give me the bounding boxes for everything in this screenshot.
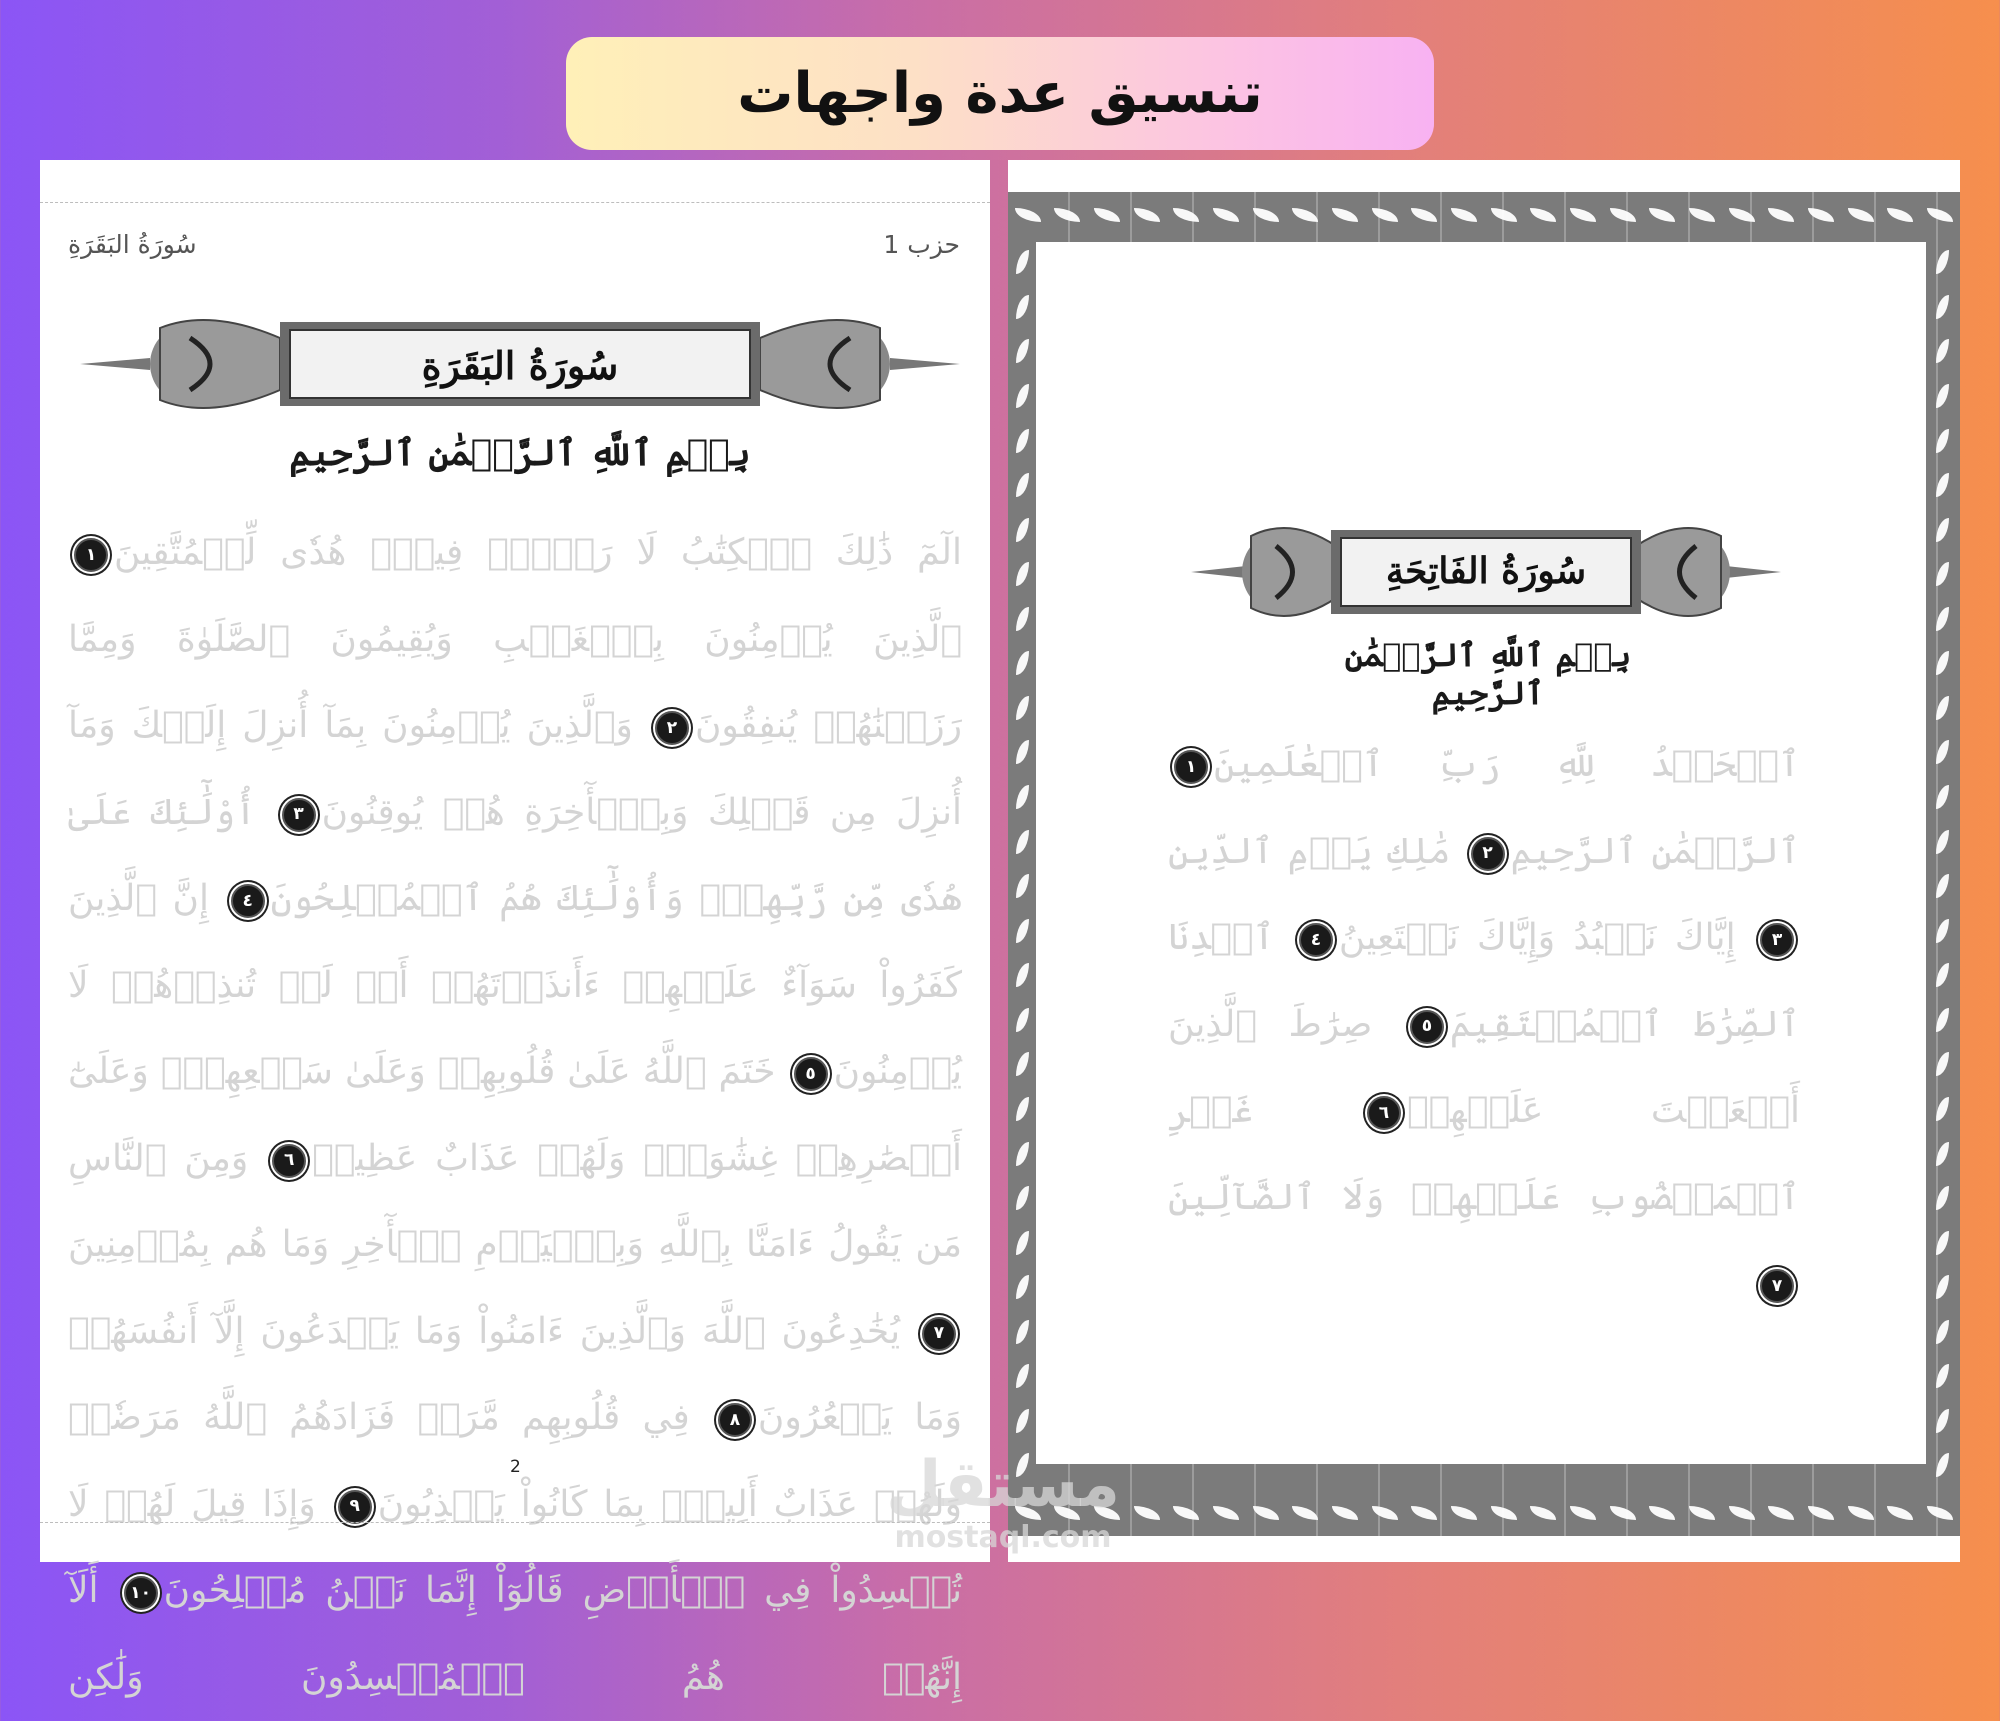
verse-number-marker: ٧ — [1760, 1269, 1794, 1303]
surah-title: سُورَةُ الفَاتِحَةِ — [1385, 550, 1587, 592]
verse-text: غَيۡرِ ٱلۡمَغۡضُوبِ عَلَيۡهِمۡ وَلَا ٱلضَّآلِّينَ — [1168, 1090, 1800, 1218]
frame-top-border — [1008, 192, 1960, 238]
banner-ornament-right — [1636, 528, 1781, 616]
verse-number-marker: ٤ — [1299, 923, 1333, 957]
verse-text: إِيَّاكَ نَعۡبُدُ وَإِيَّاكَ نَسۡتَعِينُ — [1338, 917, 1736, 958]
basmala: بِسۡمِ ٱللَّهِ ٱلرَّحۡمَٰنِ ٱلرَّحِيمِ — [1344, 636, 1632, 712]
verse-number-marker: ٢ — [1471, 837, 1505, 871]
verse-number-marker: ٤ — [231, 884, 265, 918]
verse-number-marker: ٣ — [1760, 923, 1794, 957]
verses-block — [1168, 722, 1800, 1328]
verse-number-marker: ١ — [74, 538, 108, 572]
verse-number-marker: ٥ — [794, 1057, 828, 1091]
watermark-logo — [878, 1450, 1128, 1556]
basmala: بِسۡمِ ٱللَّهِ ٱلرَّحۡمَٰنِ ٱلرَّحِيمِ — [289, 432, 751, 474]
verse-number-marker: ٥ — [1410, 1010, 1444, 1044]
verse-number-marker: ٣ — [282, 798, 316, 832]
verse-text: وَمِنَ ٱلنَّاسِ مَن يَقُولُ ءَامَنَّا بِٱللَّهِ وَبِٱلۡيَوۡمِ ٱلۡأٓخِرِ وَمَا هُم بِمُؤۡمِنِينَ — [68, 1137, 962, 1265]
verse-text: صِرَٰطَ ٱلَّذِينَ أَنۡعَمۡتَ عَلَيۡهِمۡ — [1168, 1003, 1800, 1131]
verse-text: وَإِذَا قِيلَ لَهُمۡ لَا تُفۡسِدُواْ فِي ٱلۡأَرۡضِ قَالُوٓاْ إِنَّمَا نَحۡنُ مُصۡلِحُونَ — [68, 1483, 963, 1611]
verse-text: فِي قُلُوبِهِم مَّرَضٞ فَزَادَهُمُ ٱللَّهُ مَرَضٗاۖ وَلَهُمۡ عَذَابٌ أَلِيمُۢ بِمَا كَانُواْ يَكۡذِبُونَ — [68, 1397, 962, 1525]
verse-number-marker: ١٠ — [124, 1576, 158, 1610]
verse-text: مَٰلِكِ يَوۡمِ ٱلدِّينِ — [1168, 830, 1451, 872]
verse-number-marker: ١ — [1174, 750, 1208, 784]
verse-text: ٱهۡدِنَا ٱلصِّرَٰطَ ٱلۡمُسۡتَقِيمَ — [1168, 917, 1801, 1045]
hizb-header: حزب 1 — [883, 230, 960, 259]
verse-number-marker: ٨ — [718, 1403, 752, 1437]
verse-number-marker: ٦ — [1367, 1096, 1401, 1130]
banner-ornament-right — [760, 320, 960, 408]
right-page — [1008, 160, 1960, 1562]
verse-number-marker: ٩ — [338, 1490, 372, 1524]
verse-text: أُوْلَٰٓئِكَ عَلَىٰ هُدٗى مِّن رَّبِّهِمۡۖ وَأُوْلَٰٓئِكَ هُمُ ٱلۡمُفۡلِحُونَ — [68, 791, 962, 919]
surah-header: سُورَةُ البَقَرَةِ — [68, 230, 197, 259]
verse-text: الٓمٓ ذَٰلِكَ ٱلۡكِتَٰبُ لَا رَيۡبَۛ فِيهِۛ هُدٗى لِّلۡمُتَّقِينَ — [114, 532, 962, 573]
verse-number-marker: ٧ — [922, 1317, 956, 1351]
verse-text: ٱلۡحَمۡدُ لِلَّهِ رَبِّ ٱلۡعَٰلَمِينَ — [1214, 744, 1800, 785]
top-divider — [40, 202, 990, 203]
bottom-divider — [40, 1522, 990, 1523]
page-title: تنسيق عدة واجهات — [737, 61, 1263, 126]
verse-text: ٱلَّذِينَ يُؤۡمِنُونَ بِٱلۡغَيۡبِ وَيُقِيمُونَ ٱلصَّلَوٰةَ وَمِمَّا رَزَقۡنَٰهُمۡ يُنفِقُونَ — [68, 618, 962, 746]
left-page — [40, 160, 990, 1698]
verse-text: خَتَمَ ٱللَّهُ عَلَىٰ قُلُوبِهِمۡ وَعَلَىٰ سَمۡعِهِمۡۖ وَعَلَىٰٓ أَبۡصَٰرِهِمۡ غِشَٰوَةٞۖ وَلَهُمۡ عَذَابٌ عَظِيمٞ — [68, 1051, 962, 1179]
title-banner — [566, 37, 1434, 150]
banner-ornament-left — [1191, 528, 1336, 616]
verses-block — [68, 510, 962, 1721]
verse-text: وَٱلَّذِينَ يُؤۡمِنُونَ بِمَآ أُنزِلَ إِلَيۡكَ وَمَآ أُنزِلَ مِن قَبۡلِكَ وَبِٱلۡأٓخِرَةِ هُمۡ يُوقِنُونَ — [68, 705, 963, 833]
verse-text: إِنَّ ٱلَّذِينَ كَفَرُواْ سَوَآءٌ عَلَيۡهِمۡ ءَأَنذَرۡتَهُمۡ أَمۡ لَمۡ تُنذِرۡهُمۡ لَا يُؤۡمِنُونَ — [68, 878, 962, 1092]
verse-text: أَلَآ إِنَّهُمۡ هُمُ ٱلۡمُفۡسِدُونَ وَلَٰكِن — [68, 1570, 962, 1698]
frame-right-border — [1930, 240, 1954, 1488]
frame-bottom-border — [1008, 1490, 1960, 1536]
verse-text: يُخَٰدِعُونَ ٱللَّهَ وَٱلَّذِينَ ءَامَنُواْ وَمَا يَخۡدَعُونَ إِلَّآ أَنفُسَهُمۡ وَمَا يَشۡعُرُونَ — [68, 1310, 963, 1438]
verse-number-marker: ٦ — [272, 1144, 306, 1178]
watermark-arabic: مستقل — [885, 1448, 1121, 1522]
page-number: 2 — [510, 1457, 521, 1477]
watermark-latin: mostaql.com — [894, 1520, 1112, 1555]
surah-title: سُورَةُ البَقَرَةِ — [421, 343, 619, 388]
frame-left-border — [1010, 240, 1034, 1488]
verse-text: ٱلرَّحۡمَٰنِ ٱلرَّحِيمِ — [1510, 830, 1800, 872]
banner-ornament-left — [80, 320, 280, 408]
verse-number-marker: ٢ — [655, 711, 689, 745]
